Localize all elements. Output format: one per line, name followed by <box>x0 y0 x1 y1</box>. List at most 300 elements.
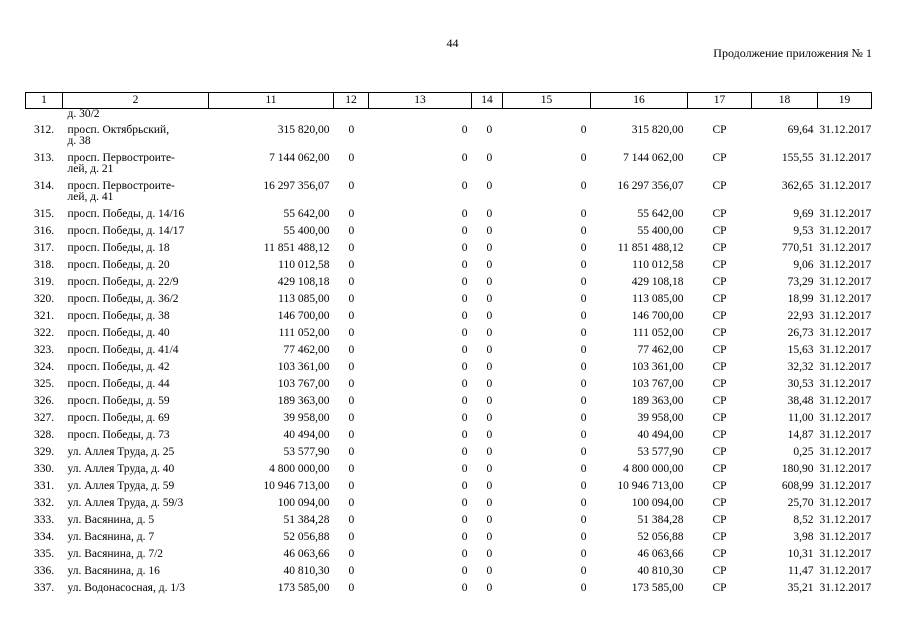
col-18-value: 32,32 <box>787 361 814 373</box>
column-header-13: 13 <box>369 93 472 109</box>
row-number: 331. <box>33 480 55 492</box>
col-16-amount: 113 085,00 <box>632 293 684 305</box>
col-13-value: 0 <box>461 327 468 339</box>
col-12-value: 0 <box>348 480 355 492</box>
col-14-value: 0 <box>486 361 493 373</box>
address <box>63 566 209 583</box>
col-16-amount: 52 056,88 <box>637 531 684 543</box>
col-19-date: 31.12.2017 <box>819 344 872 356</box>
col-14-value: 0 <box>486 395 493 407</box>
col-19-date: 31.12.2017 <box>819 293 872 305</box>
address <box>63 549 209 566</box>
col-13-value: 0 <box>461 446 468 458</box>
address-line: просп. Победы, д. 42 <box>67 361 170 373</box>
col-17-code: СР <box>712 531 727 543</box>
address <box>63 294 209 311</box>
address-line: ул. Васянина, д. 7 <box>67 531 155 543</box>
col-14-value: 0 <box>486 293 493 305</box>
table-row <box>26 311 872 328</box>
col-15-value: 0 <box>580 446 587 458</box>
address-line: лей, д. 21 <box>67 163 114 175</box>
col-11-amount: 113 085,00 <box>278 293 330 305</box>
col-14-value: 0 <box>486 208 493 220</box>
address-line: ул. Васянина, д. 16 <box>67 565 160 577</box>
col-19-date: 31.12.2017 <box>819 361 872 373</box>
col-11-amount: 55 642,00 <box>283 208 330 220</box>
col-12-value: 0 <box>348 293 355 305</box>
col-17-code: СР <box>712 446 727 458</box>
row-number: 334. <box>33 531 55 543</box>
col-13-value: 0 <box>461 497 468 509</box>
address-line: просп. Октябрьский, <box>67 124 170 136</box>
table-row <box>26 294 872 311</box>
col-12-value: 0 <box>348 124 355 136</box>
col-12-value: 0 <box>348 548 355 560</box>
row-number: 323. <box>33 344 55 356</box>
address-line: просп. Победы, д. 69 <box>67 412 170 424</box>
col-16-amount: 77 462,00 <box>637 344 684 356</box>
col-16-amount: 103 361,00 <box>631 361 684 373</box>
col-19-date: 31.12.2017 <box>819 412 872 424</box>
col-17-code: СР <box>712 514 727 526</box>
col-17-code: СР <box>712 242 727 254</box>
col-17-code: СР <box>712 310 727 322</box>
row-number: 333. <box>33 514 55 526</box>
col-12-value: 0 <box>348 429 355 441</box>
col-16-amount: 39 958,00 <box>637 412 684 424</box>
table-row <box>26 226 872 243</box>
col-11-amount: 46 063,66 <box>283 548 330 560</box>
col-12-value: 0 <box>348 344 355 356</box>
col-14-value: 0 <box>486 310 493 322</box>
address <box>63 515 209 532</box>
col-14-value: 0 <box>486 412 493 424</box>
row-number: 318. <box>33 259 55 271</box>
col-19-date: 31.12.2017 <box>819 327 872 339</box>
col-15-value: 0 <box>580 276 587 288</box>
row-number: 326. <box>33 395 55 407</box>
address-line: просп. Победы, д. 18 <box>67 242 170 254</box>
row-number: 312. <box>33 124 55 136</box>
col-11-amount: 51 384,28 <box>283 514 330 526</box>
row-number: 325. <box>33 378 55 390</box>
col-18-value: 26,73 <box>787 327 814 339</box>
col-16-amount: 7 144 062,00 <box>623 152 684 164</box>
col-15-value: 0 <box>580 514 587 526</box>
col-19-date: 31.12.2017 <box>819 259 872 271</box>
column-header-17: 17 <box>688 93 752 109</box>
col-11-amount: 77 462,00 <box>283 344 330 356</box>
col-19-date: 31.12.2017 <box>819 531 872 543</box>
col-17-code: СР <box>712 152 727 164</box>
col-16-amount: 53 577,90 <box>637 446 684 458</box>
row-number: 337. <box>33 582 55 594</box>
col-19-date: 31.12.2017 <box>819 429 872 441</box>
col-13-value: 0 <box>461 124 468 136</box>
col-18-value: 3,98 <box>793 531 814 543</box>
col-17-code: СР <box>712 548 727 560</box>
col-14-value: 0 <box>486 497 493 509</box>
col-11-amount: 111 052,00 <box>278 327 330 339</box>
col-11-amount: 39 958,00 <box>283 412 330 424</box>
row-number: 328. <box>33 429 55 441</box>
col-12-value: 0 <box>348 208 355 220</box>
row-number: 322. <box>33 327 55 339</box>
row-number: 332. <box>33 497 55 509</box>
col-12-value: 0 <box>348 327 355 339</box>
col-15-value: 0 <box>580 208 587 220</box>
col-12-value: 0 <box>348 225 355 237</box>
col-11-amount: 55 400,00 <box>283 225 330 237</box>
table-row <box>26 498 872 515</box>
col-16-amount: 189 363,00 <box>631 395 684 407</box>
address-line: просп. Победы, д. 14/16 <box>67 208 185 220</box>
table-row <box>26 413 872 430</box>
col-16-amount: 110 012,58 <box>632 259 684 271</box>
col-15-value: 0 <box>580 310 587 322</box>
address-line: просп. Победы, д. 36/2 <box>67 293 179 305</box>
col-15-value: 0 <box>580 259 587 271</box>
col-16-amount: 100 094,00 <box>631 497 684 509</box>
address-line: просп. Победы, д. 41/4 <box>67 344 179 356</box>
address-line: ул. Аллея Труда, д. 59/3 <box>67 497 184 509</box>
page-number: 44 <box>446 36 459 50</box>
col-14-value: 0 <box>486 225 493 237</box>
col-13-value: 0 <box>461 310 468 322</box>
col-11-amount: 100 094,00 <box>277 497 330 509</box>
table-row <box>26 243 872 260</box>
carryover-address: д. 30/2 <box>67 108 100 120</box>
col-15-value: 0 <box>580 429 587 441</box>
col-12-value: 0 <box>348 152 355 164</box>
col-12-value: 0 <box>348 242 355 254</box>
address <box>63 311 209 328</box>
row-number: 317. <box>33 242 55 254</box>
row-number: 330. <box>33 463 55 475</box>
col-16-amount: 16 297 356,07 <box>617 180 684 192</box>
col-18-value: 15,63 <box>787 344 814 356</box>
col-11-amount: 7 144 062,00 <box>269 152 330 164</box>
col-12-value: 0 <box>348 180 355 192</box>
col-13-value: 0 <box>461 208 468 220</box>
col-13-value: 0 <box>461 480 468 492</box>
col-14-value: 0 <box>486 514 493 526</box>
col-11-amount: 53 577,90 <box>283 446 330 458</box>
col-17-code: СР <box>712 327 727 339</box>
row-number: 336. <box>33 565 55 577</box>
col-15-value: 0 <box>580 582 587 594</box>
address <box>63 583 209 600</box>
table-row <box>26 583 872 600</box>
col-19-date: 31.12.2017 <box>819 463 872 475</box>
col-11-amount: 110 012,58 <box>278 259 330 271</box>
col-14-value: 0 <box>486 548 493 560</box>
table-row <box>26 447 872 464</box>
col-19-date: 31.12.2017 <box>819 310 872 322</box>
col-14-value: 0 <box>486 480 493 492</box>
col-18-value: 38,48 <box>787 395 814 407</box>
col-13-value: 0 <box>461 412 468 424</box>
col-11-amount: 429 108,18 <box>277 276 330 288</box>
column-header-1: 1 <box>26 93 63 109</box>
col-18-value: 30,53 <box>787 378 814 390</box>
table-row <box>26 362 872 379</box>
address <box>63 362 209 379</box>
row-number: 319. <box>33 276 55 288</box>
col-15-value: 0 <box>580 293 587 305</box>
col-15-value: 0 <box>580 565 587 577</box>
address-line: просп. Первостроите- <box>67 152 175 164</box>
col-13-value: 0 <box>461 378 468 390</box>
col-19-date: 31.12.2017 <box>819 152 872 164</box>
col-16-amount: 10 946 713,00 <box>617 480 684 492</box>
address-line: просп. Победы, д. 20 <box>67 259 170 271</box>
col-11-amount: 315 820,00 <box>277 124 330 136</box>
col-15-value: 0 <box>580 124 587 136</box>
address <box>63 396 209 413</box>
row-number: 313. <box>33 152 55 164</box>
col-18-value: 73,29 <box>787 276 814 288</box>
address <box>63 413 209 430</box>
col-11-amount: 173 585,00 <box>277 582 330 594</box>
col-18-value: 10,31 <box>787 548 814 560</box>
col-11-amount: 103 361,00 <box>277 361 330 373</box>
col-16-amount: 103 767,00 <box>631 378 684 390</box>
col-14-value: 0 <box>486 180 493 192</box>
row-number: 335. <box>33 548 55 560</box>
col-11-amount: 52 056,88 <box>283 531 330 543</box>
col-13-value: 0 <box>461 361 468 373</box>
table-row <box>26 260 872 277</box>
col-18-value: 22,93 <box>787 310 814 322</box>
col-18-value: 362,65 <box>781 180 814 192</box>
col-15-value: 0 <box>580 412 587 424</box>
carryover-row <box>26 109 872 120</box>
col-17-code: СР <box>712 378 727 390</box>
col-16-amount: 4 800 000,00 <box>623 463 684 475</box>
address-line: просп. Победы, д. 40 <box>67 327 170 339</box>
column-header-15: 15 <box>503 93 591 109</box>
col-15-value: 0 <box>580 497 587 509</box>
col-16-amount: 46 063,66 <box>637 548 684 560</box>
col-17-code: СР <box>712 259 727 271</box>
col-19-date: 31.12.2017 <box>819 180 872 192</box>
col-13-value: 0 <box>461 531 468 543</box>
address-line: ул. Аллея Труда, д. 59 <box>67 480 175 492</box>
column-header-16: 16 <box>591 93 688 109</box>
address <box>63 430 209 447</box>
col-12-value: 0 <box>348 565 355 577</box>
col-12-value: 0 <box>348 361 355 373</box>
col-16-amount: 173 585,00 <box>631 582 684 594</box>
col-18-value: 18,99 <box>787 293 814 305</box>
col-13-value: 0 <box>461 344 468 356</box>
col-13-value: 0 <box>461 242 468 254</box>
address-line: ул. Аллея Труда, д. 40 <box>67 463 175 475</box>
col-13-value: 0 <box>461 582 468 594</box>
col-18-value: 770,51 <box>781 242 814 254</box>
col-16-amount: 429 108,18 <box>631 276 684 288</box>
col-15-value: 0 <box>580 378 587 390</box>
col-13-value: 0 <box>461 152 468 164</box>
col-14-value: 0 <box>486 429 493 441</box>
address <box>63 498 209 515</box>
col-12-value: 0 <box>348 497 355 509</box>
col-14-value: 0 <box>486 242 493 254</box>
col-14-value: 0 <box>486 378 493 390</box>
col-18-value: 11,00 <box>788 412 814 424</box>
table-row <box>26 532 872 549</box>
col-19-date: 31.12.2017 <box>819 225 872 237</box>
address <box>63 379 209 396</box>
col-12-value: 0 <box>348 310 355 322</box>
col-14-value: 0 <box>486 565 493 577</box>
address <box>63 226 209 243</box>
address-line: ул. Водонасосная, д. 1/3 <box>67 582 186 594</box>
col-15-value: 0 <box>580 361 587 373</box>
col-18-value: 35,21 <box>787 582 814 594</box>
address <box>63 464 209 481</box>
col-18-value: 180,90 <box>781 463 814 475</box>
col-16-amount: 315 820,00 <box>631 124 684 136</box>
address-line: просп. Победы, д. 22/9 <box>67 276 179 288</box>
table-header-row <box>26 93 872 109</box>
col-12-value: 0 <box>348 412 355 424</box>
col-18-value: 608,99 <box>781 480 814 492</box>
col-17-code: СР <box>712 361 727 373</box>
col-12-value: 0 <box>348 395 355 407</box>
address <box>63 153 209 181</box>
col-19-date: 31.12.2017 <box>819 395 872 407</box>
col-11-amount: 10 946 713,00 <box>263 480 330 492</box>
table-row <box>26 379 872 396</box>
col-17-code: СР <box>712 225 727 237</box>
col-14-value: 0 <box>486 531 493 543</box>
address-line: ул. Васянина, д. 5 <box>67 514 155 526</box>
col-13-value: 0 <box>461 548 468 560</box>
col-18-value: 9,53 <box>793 225 814 237</box>
col-12-value: 0 <box>348 582 355 594</box>
col-17-code: СР <box>712 344 727 356</box>
col-15-value: 0 <box>580 463 587 475</box>
col-17-code: СР <box>712 124 727 136</box>
address <box>63 125 209 153</box>
col-17-code: СР <box>712 395 727 407</box>
col-17-code: СР <box>712 412 727 424</box>
col-16-amount: 40 494,00 <box>637 429 684 441</box>
col-13-value: 0 <box>461 180 468 192</box>
table-row <box>26 566 872 583</box>
address-line: д. 38 <box>67 135 91 147</box>
address <box>63 532 209 549</box>
col-11-amount: 40 810,30 <box>283 565 330 577</box>
col-19-date: 31.12.2017 <box>819 565 872 577</box>
address-line: просп. Победы, д. 73 <box>67 429 170 441</box>
address-line: просп. Победы, д. 44 <box>67 378 170 390</box>
col-17-code: СР <box>712 582 727 594</box>
col-11-amount: 4 800 000,00 <box>269 463 330 475</box>
column-header-2: 2 <box>63 93 209 109</box>
row-number: 314. <box>33 180 55 192</box>
col-17-code: СР <box>712 429 727 441</box>
col-18-value: 9,06 <box>793 259 814 271</box>
row-number: 327. <box>33 412 55 424</box>
address <box>63 181 209 209</box>
col-11-amount: 40 494,00 <box>283 429 330 441</box>
address <box>63 481 209 498</box>
col-17-code: СР <box>712 565 727 577</box>
col-11-amount: 146 700,00 <box>277 310 330 322</box>
col-17-code: СР <box>712 276 727 288</box>
table-row <box>26 125 872 153</box>
col-16-amount: 11 851 488,12 <box>617 242 684 254</box>
col-18-value: 14,87 <box>787 429 814 441</box>
address-line: просп. Победы, д. 59 <box>67 395 170 407</box>
column-header-18: 18 <box>752 93 818 109</box>
col-13-value: 0 <box>461 293 468 305</box>
col-14-value: 0 <box>486 276 493 288</box>
col-14-value: 0 <box>486 344 493 356</box>
col-19-date: 31.12.2017 <box>819 124 872 136</box>
address-line: лей, д. 41 <box>67 191 114 203</box>
col-19-date: 31.12.2017 <box>819 276 872 288</box>
row-number: 316. <box>33 225 55 237</box>
col-13-value: 0 <box>461 463 468 475</box>
col-13-value: 0 <box>461 225 468 237</box>
col-14-value: 0 <box>486 152 493 164</box>
col-15-value: 0 <box>580 548 587 560</box>
col-15-value: 0 <box>580 225 587 237</box>
column-header-11: 11 <box>209 93 334 109</box>
address <box>63 277 209 294</box>
table-row <box>26 481 872 498</box>
table-row <box>26 328 872 345</box>
col-18-value: 25,70 <box>787 497 814 509</box>
col-13-value: 0 <box>461 429 468 441</box>
table-body <box>26 109 872 601</box>
col-13-value: 0 <box>461 565 468 577</box>
row-number: 320. <box>33 293 55 305</box>
address-line: ул. Васянина, д. 7/2 <box>67 548 164 560</box>
col-15-value: 0 <box>580 152 587 164</box>
column-header-14: 14 <box>472 93 503 109</box>
address-line: просп. Победы, д. 38 <box>67 310 170 322</box>
address <box>63 260 209 277</box>
address <box>63 345 209 362</box>
address-line: ул. Аллея Труда, д. 25 <box>67 446 175 458</box>
table-row <box>26 153 872 181</box>
address <box>63 243 209 260</box>
col-16-amount: 111 052,00 <box>632 327 684 339</box>
col-12-value: 0 <box>348 276 355 288</box>
col-11-amount: 103 767,00 <box>277 378 330 390</box>
col-16-amount: 146 700,00 <box>631 310 684 322</box>
address-line: просп. Победы, д. 14/17 <box>67 225 185 237</box>
column-header-12: 12 <box>334 93 369 109</box>
col-11-amount: 16 297 356,07 <box>263 180 330 192</box>
col-19-date: 31.12.2017 <box>819 497 872 509</box>
col-18-value: 8,52 <box>793 514 814 526</box>
col-15-value: 0 <box>580 242 587 254</box>
col-14-value: 0 <box>486 446 493 458</box>
col-17-code: СР <box>712 180 727 192</box>
table-row <box>26 345 872 362</box>
col-14-value: 0 <box>486 124 493 136</box>
col-15-value: 0 <box>580 344 587 356</box>
row-number: 329. <box>33 446 55 458</box>
col-19-date: 31.12.2017 <box>819 208 872 220</box>
col-17-code: СР <box>712 497 727 509</box>
